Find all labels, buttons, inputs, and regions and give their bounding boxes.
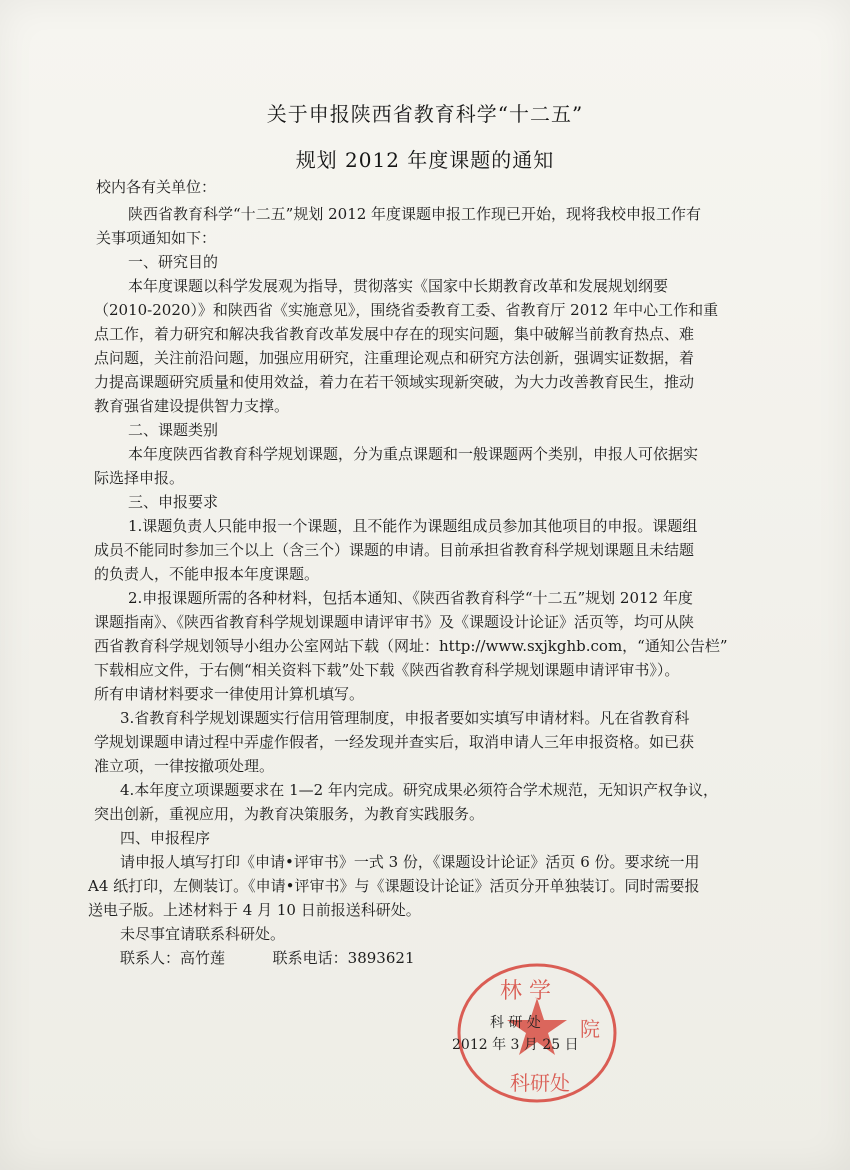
body-line: 送电子版。上述材料于 4 月 10 日前报送科研处。 [88, 901, 421, 919]
body-line: 2.申报课题所需的各种材料，包括本通知、《陕西省教育科学“十二五”规划 2012 年度 [128, 589, 693, 607]
body-line: （2010-2020）》和陕西省《实施意见》，围绕省委教育工委、省教育厅 2012 年中心工作和重 [94, 301, 719, 319]
body-line: 的负责人，不能申报本年度课题。 [94, 565, 320, 583]
body-line: 未尽事宜请联系科研处。 [120, 925, 286, 943]
body-line: 力提高课题研究质量和使用效益，着力在若干领域实现新突破，为大力改善教育民生，推动 [94, 373, 695, 391]
body-line: A4 纸打印，左侧装订。《申请•评审书》与《课题设计论证》活页分开单独装订。同时需要报 [88, 877, 700, 895]
signature-date: 2012 年 3 月 25 日 [452, 1037, 579, 1053]
body-line: 请申报人填写打印《申请•评审书》一式 3 份，《课题设计论证》活页 6 份。要求统一用 [120, 853, 700, 871]
salutation: 校内各有关单位： [96, 178, 217, 196]
section-heading: 二、课题类别 [128, 421, 219, 439]
body-line: 课题指南》、《陕西省教育科学规划课题申请评审书》及《课题设计论证》活页等，均可从陕 [94, 613, 695, 631]
seal-top-text: 林 学 [500, 979, 551, 1004]
official-seal [452, 958, 622, 1108]
section-heading: 四、申报程序 [120, 829, 211, 847]
body-line: 准立项，一律按撤项处理。 [94, 757, 275, 775]
seal-side-text: 院 [580, 1017, 600, 1041]
body-line: 下载相应文件，于右侧“相关资料下载”处下载《陕西省教育科学规划课题申请评审书》）。 [94, 661, 680, 679]
body-line: 点问题，关注前沿问题，加强应用研究，注重理论观点和研究方法创新，强调实证数据，着 [94, 349, 695, 367]
body-line: 点工作，着力研究和解决我省教育改革发展中存在的现实问题，集中破解当前教育热点、难 [94, 325, 695, 343]
section-heading: 一、研究目的 [128, 253, 219, 271]
body-line: 3.省教育科学规划课题实行信用管理制度，申报者要如实填写申请材料。凡在省教育科 [120, 709, 690, 727]
body-line: 突出创新，重视应用，为教育决策服务，为教育实践服务。 [94, 805, 485, 823]
seal-bottom-text: 科研处 [510, 1071, 570, 1095]
body-line: 关事项通知如下： [96, 229, 217, 247]
body-line: 本年度陕西省教育科学规划课题，分为重点课题和一般课题两个类别，申报人可依据实 [128, 445, 699, 463]
body-line: 4.本年度立项课题要求在 1—2 年内完成。研究成果必须符合学术规范，无知识产权争议， [120, 781, 718, 799]
body-line: 所有申请材料要求一律使用计算机填写。 [94, 685, 365, 703]
body-line: 西省教育科学规划领导小组办公室网站下载（网址：http://www.sxjkghb.com，“通知公告栏” [94, 637, 728, 655]
contact-line: 联系人：高竹莲 联系电话：3893621 [120, 949, 415, 967]
body-line: 1.课题负责人只能申报一个课题，且不能作为课题组成员参加其他项目的申报。课题组 [128, 517, 698, 535]
body-line: 本年度课题以科学发展观为指导，贯彻落实《国家中长期教育改革和发展规划纲要 [128, 277, 669, 295]
body-line: 陕西省教育科学“十二五”规划 2012 年度课题申报工作现已开始，现将我校申报工作有 [128, 205, 702, 223]
body-line: 学规划课题申请过程中弄虚作假者，一经发现并查实后，取消申请人三年申报资格。如已获 [94, 733, 695, 751]
body-line: 成员不能同时参加三个以上（含三个）课题的申请。目前承担省教育科学规划课题且未结题 [94, 541, 695, 559]
notice-title-line1: 关于申报陕西省教育科学“十二五” [266, 102, 584, 126]
section-heading: 三、申报要求 [128, 493, 219, 511]
body-line: 教育强省建设提供智力支撑。 [94, 397, 290, 415]
body-line: 际选择申报。 [94, 469, 185, 487]
notice-title-line2: 规划 2012 年度课题的通知 [295, 148, 555, 172]
signature-org: 科 研 处 [490, 1015, 541, 1031]
